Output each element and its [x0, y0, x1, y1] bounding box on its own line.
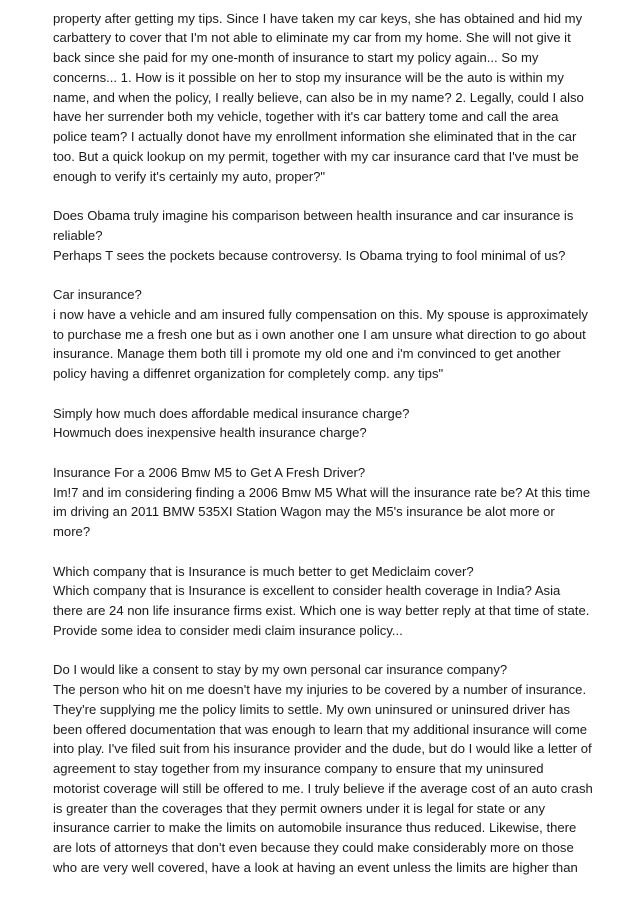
text-line: Im!7 and im considering finding a 2006 Bmw M5 What will the insurance rate be? At this time [53, 484, 591, 500]
text-line: to purchase me a fresh one but as i own another one I am unsure what direction to go about [53, 326, 586, 342]
text-line: insurance carrier to make the limits on automobile insurance thus reduced. Likewise, there [53, 820, 577, 836]
text-line: enough to verify it's certainly my auto, proper?" [53, 168, 326, 184]
text-line: Do I would like a consent to stay by my own personal car insurance company? [53, 662, 508, 678]
text-line: who are very well covered, have a look at having an event unless the limits are higher than [53, 859, 578, 875]
text-line: Simply how much does affordable medical insurance charge? [53, 405, 410, 421]
text-line: name, and when the policy, I really believe, can also be in my name? 2. Legally, could I also [53, 89, 584, 105]
text-line: reliable? [53, 227, 103, 243]
text-line: more? [53, 524, 91, 539]
text-line: Provide some idea to consider medi claim insurance policy... [53, 622, 403, 638]
text-line: Insurance For a 2006 Bmw M5 to Get A Fresh Driver? [53, 464, 366, 480]
text-line: property after getting my tips. Since I have taken my car keys, she has obtained and hid my [53, 10, 583, 26]
text-line: police team? I actually donot have my enrollment information she eliminated that in the car [53, 129, 577, 144]
text-line: are lots of attorneys that don't even because they could make considerably more on those [53, 840, 574, 855]
text-line: is greater than the coverages that they permit owners under it is legal for state or any [53, 800, 546, 816]
text-line: have her surrender both my vehicle, together with it's car battery tome and call the area [53, 109, 559, 125]
text-line: insurance. Manage them both till i promote my old one and i'm convinced to get another [53, 346, 561, 362]
text-line: Does Obama truly imagine his comparison between health insurance and car insurance is [53, 208, 574, 223]
text-line: agreement to stay together from my insurance company to ensure that my uninsured [53, 761, 544, 776]
text-line: The person who hit on me doesn't have my injuries to be covered by a number of insurance. [53, 682, 587, 697]
text-line: Perhaps T sees the pockets because controversy. Is Obama trying to fool minimal of us? [53, 247, 566, 263]
text-line: motorist coverage will still be offered to me. I truly believe if the average cost of an auto crash [53, 780, 593, 796]
text-line: i now have a vehicle and am insured fully compensation on this. My spouse is approximately [53, 306, 588, 322]
text-line: policy having a diffenret organization for completely comp. any tips" [53, 366, 444, 381]
text-line: im driving an 2011 BMW 535XI Station Wagon may the M5's insurance be alot more or [53, 504, 555, 520]
text-line: carbattery to cover that I'm not able to eliminate my car from my home. She will not give it [53, 30, 571, 46]
text-line: into play. I've filed suit from his insurance provider and the dude, but do I would like a letter of [53, 741, 592, 757]
text-line: Which company that is Insurance is excellent to consider health coverage in India? Asia [53, 583, 561, 599]
text-line: been offered documentation that was enough to learn that my additional insurance will come [53, 721, 588, 737]
text-line: too. But a quick lookup on my permit, together with my car insurance card that I've must be [53, 148, 579, 164]
text-line: back since she paid for my one-month of insurance to start my policy again... So my [53, 50, 539, 65]
text-line: concerns... 1. How is it possible on her to stop my insurance will be the auto is within my [53, 69, 564, 85]
text-line: Which company that is Insurance is much better to get Mediclaim cover? [53, 563, 474, 579]
text-line: there are 24 non life insurance firms exist. Which one is way better reply at that time of state. [53, 603, 590, 618]
text-line: They're supplying me the policy limits to settle. My own uninsured or uninsured driver has [53, 701, 571, 717]
text-line: Howmuch does inexpensive health insurance charge? [53, 425, 367, 441]
text-line: Car insurance? [53, 287, 142, 302]
